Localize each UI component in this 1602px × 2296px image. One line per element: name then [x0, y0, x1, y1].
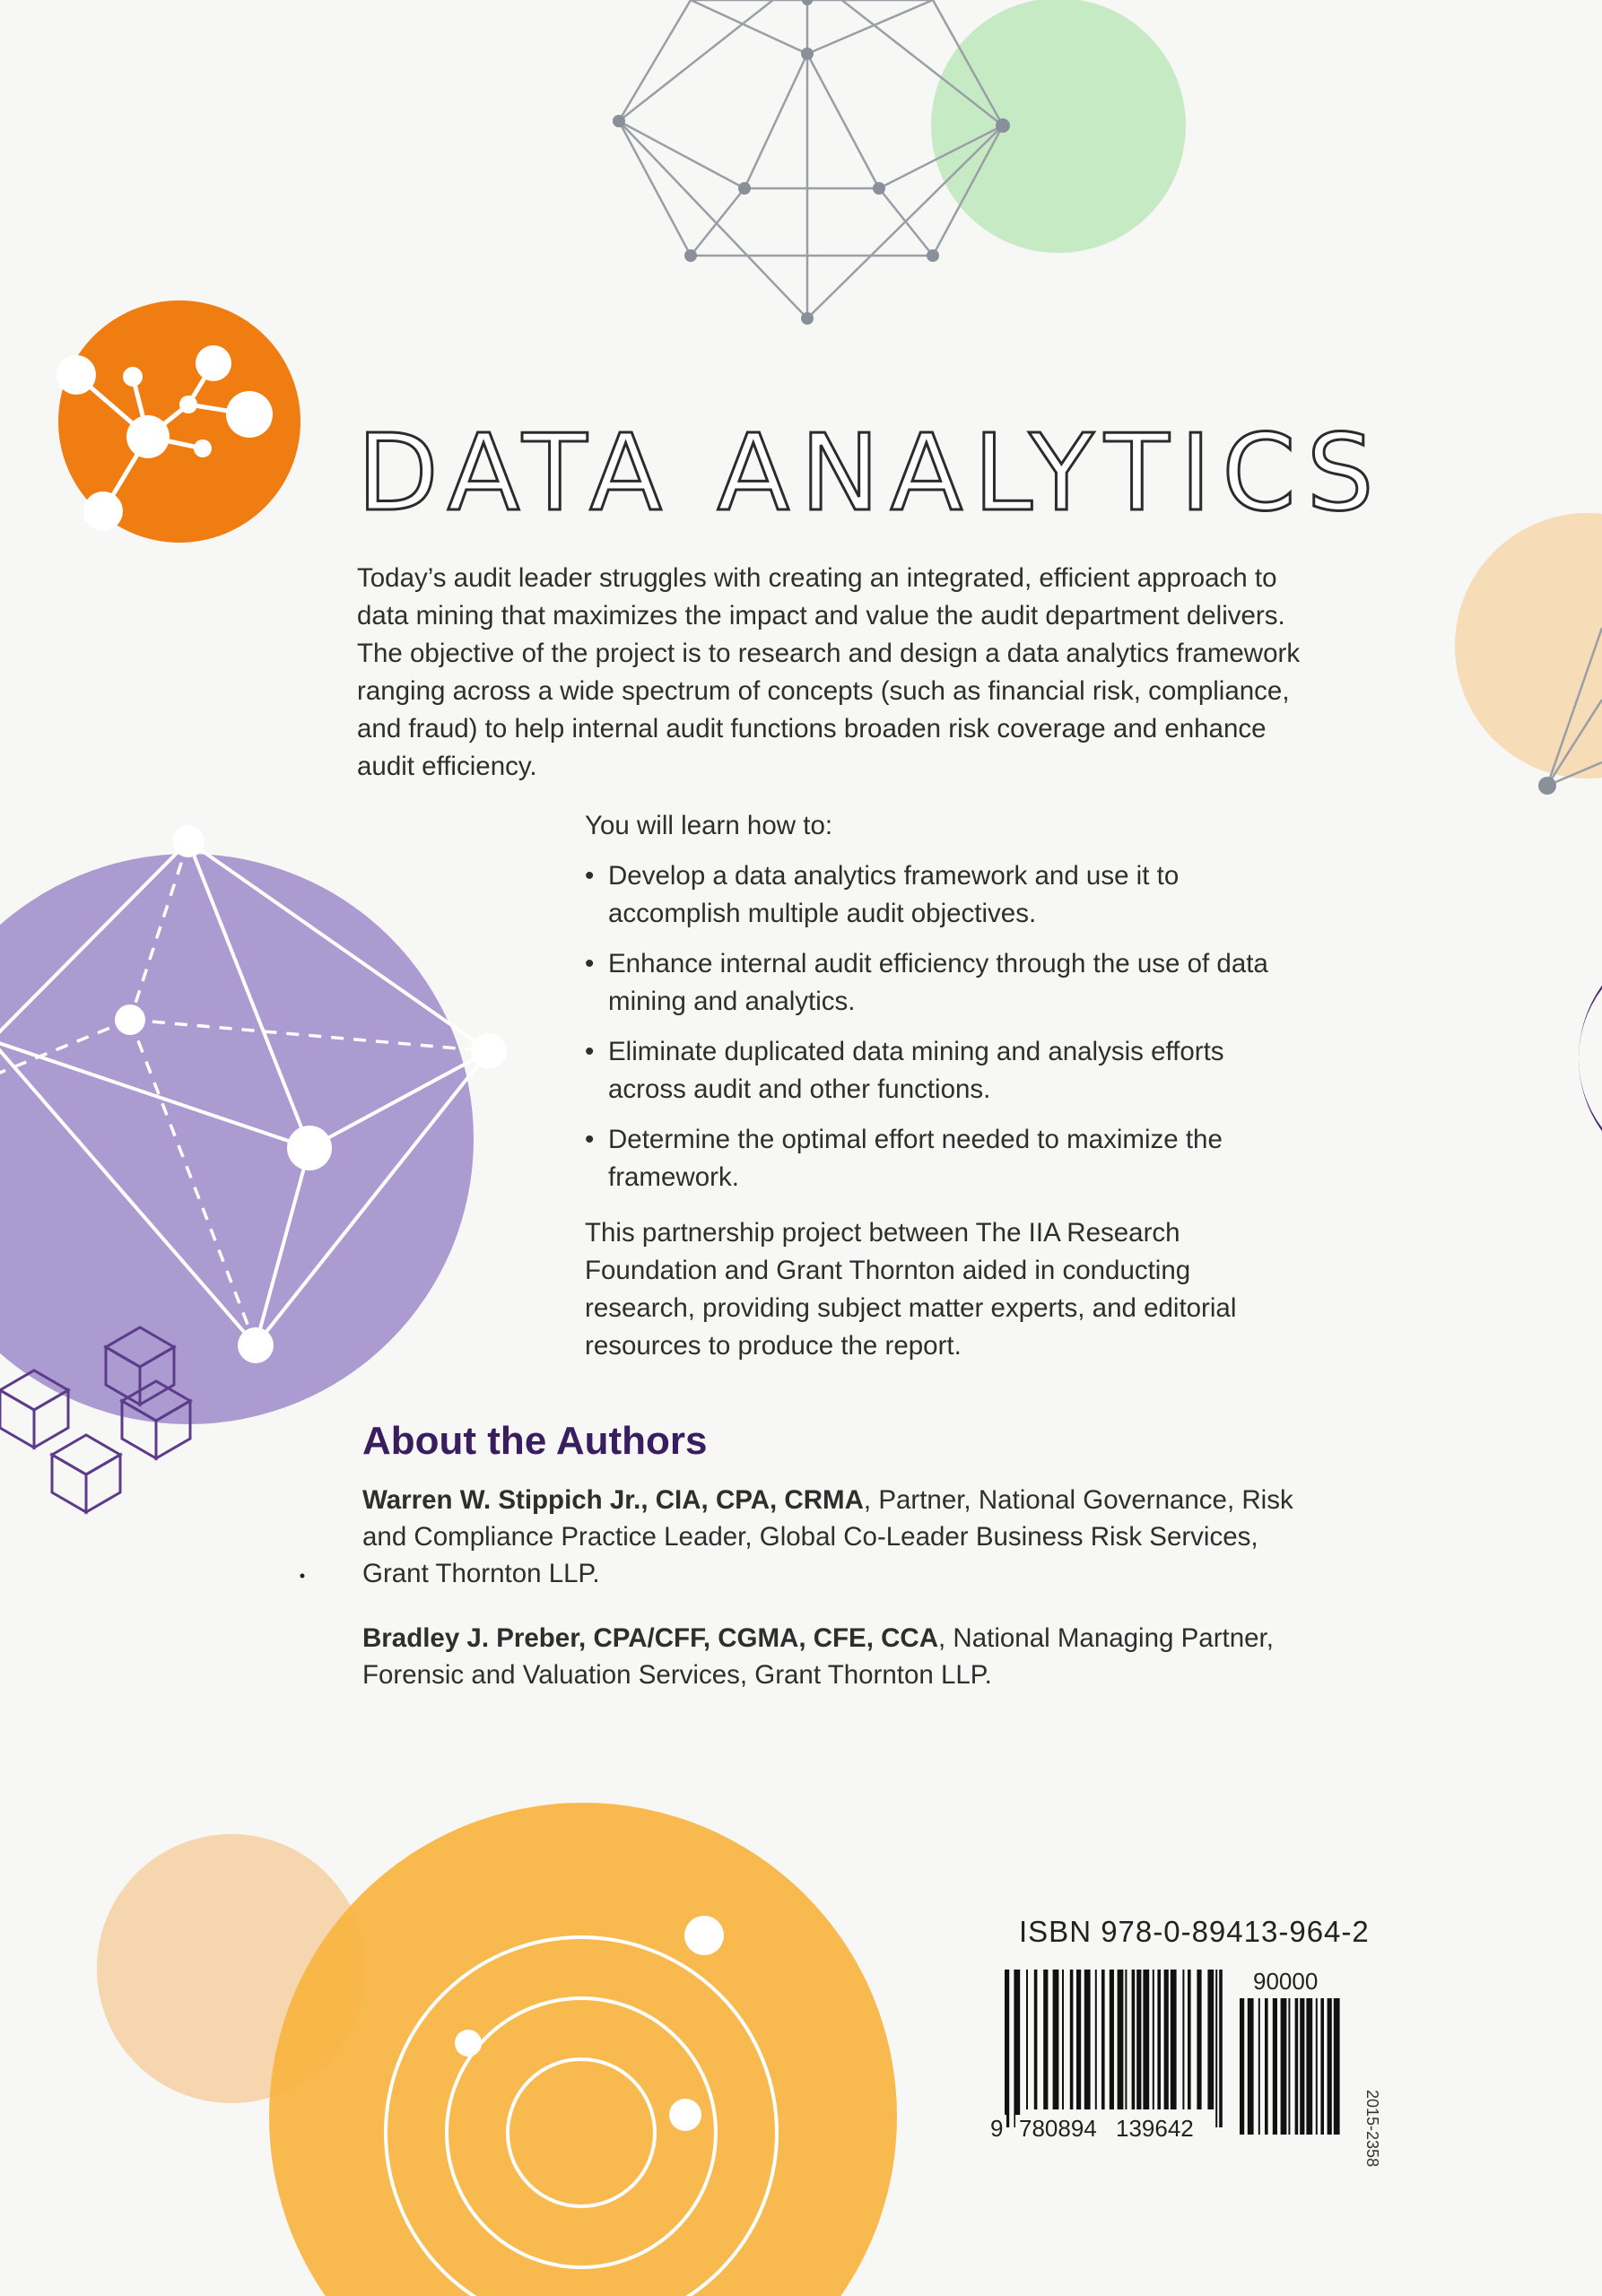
author-description: , National Managing Partner, Forensic and Valuation Services, Grant Thornton LLP. [362, 1623, 1274, 1690]
barcode-bar [1014, 1970, 1020, 2127]
barcode-bar [1182, 1970, 1184, 2109]
learn-item: • Eliminate duplicated data mining and analysis efforts across audit and other functions. [585, 1033, 1284, 1109]
barcode-bar [1219, 1970, 1223, 2127]
ean-digits-right: 139642 [1112, 2115, 1197, 2143]
peach-circle-right [1455, 513, 1602, 778]
barcode-bar [1157, 1970, 1161, 2109]
barcode-bar [1334, 1998, 1340, 2135]
price-code: 90000 [1249, 1968, 1321, 1996]
barcode-bar [1084, 1970, 1091, 2109]
barcode-bar [1207, 1970, 1214, 2109]
barcode-bar [1316, 1998, 1318, 2135]
yellow-circle [269, 1803, 897, 2296]
learn-item: • Develop a data analytics framework and use it to accomplish multiple audit objectives. [585, 857, 1284, 933]
barcode-bar [1005, 1970, 1009, 2127]
barcode-bar [1288, 1998, 1290, 2135]
ean-digits-left: 780894 [1015, 2115, 1101, 2143]
learn-list [585, 857, 1284, 1196]
barcode-bar [1062, 1970, 1064, 2109]
barcode-addon [1240, 1998, 1340, 2135]
barcode-main [1005, 1970, 1223, 2127]
learn-item: • Enhance internal audit efficiency through the use of data mining and analytics. [585, 945, 1284, 1021]
barcode-bar [1273, 1998, 1277, 2135]
barcode-bar [1188, 1970, 1191, 2109]
barcode-bar [1215, 1970, 1217, 2127]
barcode-bar [1295, 1998, 1299, 2135]
barcode-bar [1095, 1970, 1097, 2109]
barcode-bar [1026, 1970, 1028, 2109]
barcode-bar [1258, 1998, 1260, 2135]
isbn-label: ISBN 978-0-89413-964-2 [1019, 1915, 1370, 1948]
barcode-bar [1328, 1998, 1332, 2135]
partnership-paragraph: This partnership project between The IIA Research Foundation and Grant Thornton aided in conducting research, providing subject matter experts, and editorial resources to produce the report. [585, 1218, 1237, 1361]
book-title: DATA ANALYTICS [357, 411, 1385, 535]
barcode-bar [1143, 1970, 1149, 2109]
learn-section [585, 807, 1284, 1365]
barcode-bar [1240, 1998, 1244, 2135]
barcode-bar [1281, 1998, 1287, 2135]
print-code: 2015-2358 [1363, 2090, 1381, 2168]
purple-circle [0, 854, 474, 1424]
learn-heading: You will learn how to: [585, 811, 833, 840]
barcode-bar [1132, 1970, 1136, 2109]
barcode-bar [1043, 1970, 1048, 2109]
barcode-bar [1070, 1970, 1074, 2109]
barcode-bar [1164, 1970, 1169, 2109]
barcode-bar [1136, 1970, 1141, 2109]
barcode-bar [1118, 1970, 1124, 2109]
author-name: Bradley J. Preber, CPA/CFF, CGMA, CFE, CCA [362, 1623, 939, 1653]
barcode-bar [1320, 1998, 1324, 2135]
ean-digit-first: 9 [987, 2115, 1006, 2143]
barcode-bar [1125, 1970, 1127, 2109]
barcode-bar [1153, 1970, 1154, 2109]
intro-paragraph: Today’s audit leader struggles with creating an integrated, efficient approach to data mining that maximizes the impact and value the audit department delivers. The objective of the project is to research and design a data analytics framework ranging across a wide spectrum of concepts (such as financial risk, compliance, and fraud) to help internal audit functions broaden risk coverage and enhance audit efficiency. [357, 563, 1301, 781]
barcode-bar [1197, 1970, 1201, 2109]
barcode-bar [1306, 1998, 1312, 2135]
author-name: Warren W. Stippich Jr., CIA, CPA, CRMA [362, 1485, 864, 1515]
barcode-bar [1110, 1970, 1114, 2109]
author-description: , Partner, National Governance, Risk and Compliance Practice Leader, Global Co-Leader Business Risk Services, Grant Thornton LLP. [362, 1485, 1293, 1588]
barcode-bar [1248, 1998, 1254, 2135]
author-bio [362, 1482, 1313, 1592]
barcode-bar [1171, 1970, 1177, 2109]
barcode-bar [1076, 1970, 1081, 2109]
barcode-bar [1300, 1998, 1304, 2135]
barcode-bar [1101, 1970, 1105, 2109]
barcode-bar [1265, 1998, 1268, 2135]
about-authors-heading: About the Authors [362, 1419, 708, 1463]
barcode-bar [1053, 1970, 1059, 2109]
learn-item: • Determine the optimal effort needed to maximize the framework. [585, 1121, 1284, 1196]
barcode-bar [1034, 1970, 1038, 2109]
author-bio [362, 1620, 1313, 1693]
green-circle [931, 0, 1186, 253]
